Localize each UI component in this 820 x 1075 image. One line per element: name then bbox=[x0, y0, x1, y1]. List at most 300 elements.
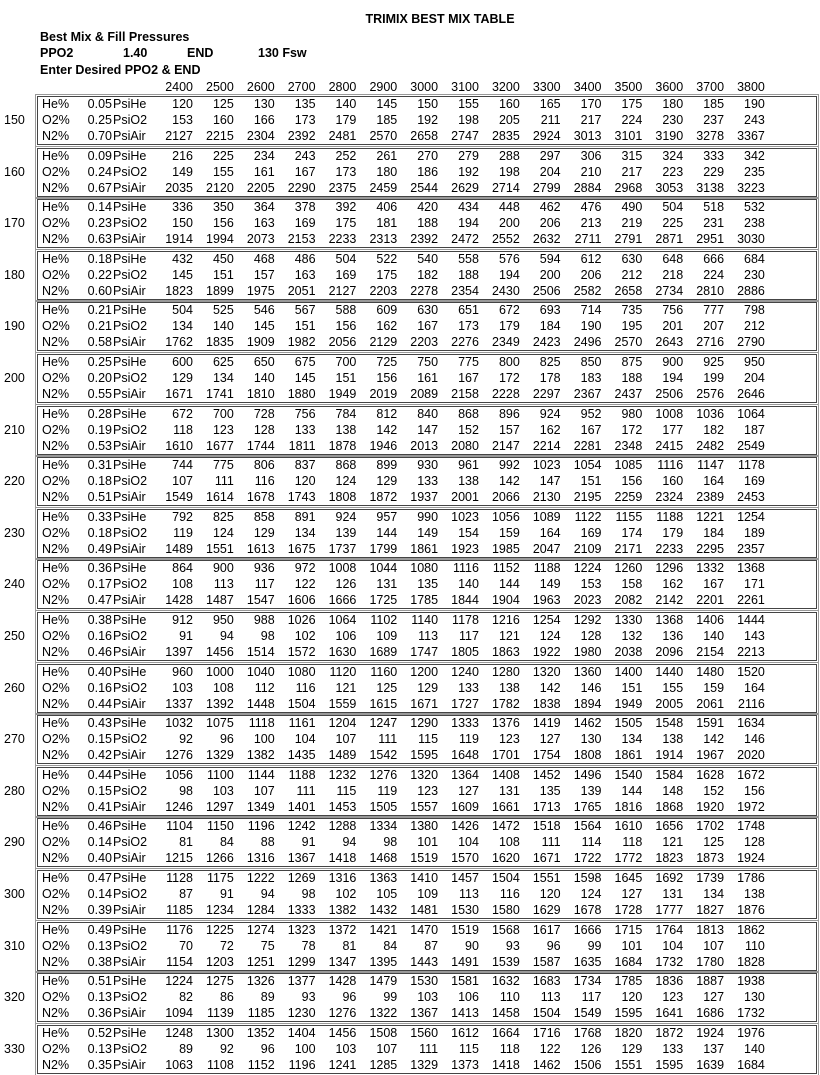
table-cell: 164 bbox=[539, 525, 561, 540]
gas-fraction: 0.53 bbox=[87, 438, 112, 453]
table-cell: 1504 bbox=[491, 871, 520, 885]
table-cell: 1557 bbox=[410, 799, 439, 814]
table-cell: 216 bbox=[172, 148, 193, 163]
table-cell: 1506 bbox=[573, 1057, 602, 1072]
table-cell: 1764 bbox=[655, 922, 684, 937]
table-cell: 96 bbox=[546, 938, 561, 953]
table-cell: 1221 bbox=[696, 509, 725, 524]
table-cell: 155 bbox=[212, 164, 234, 179]
pressure-label: PsiO2 bbox=[113, 990, 148, 1005]
table-cell: 98 bbox=[260, 629, 275, 643]
table-cell: 1844 bbox=[451, 593, 479, 608]
table-cell: 1368 bbox=[737, 561, 765, 576]
table-cell: 1285 bbox=[369, 1057, 398, 1072]
table-cell: 1428 bbox=[328, 974, 357, 989]
table-cell: 234 bbox=[253, 148, 275, 163]
gas-label: He% bbox=[42, 303, 70, 318]
pressure-label: PsiHe bbox=[113, 148, 147, 163]
table-cell: 99 bbox=[383, 990, 398, 1005]
pressure-label: PsiO2 bbox=[113, 267, 148, 282]
table-cell: 128 bbox=[253, 422, 275, 437]
table-cell: 700 bbox=[212, 406, 234, 421]
table-cell: 94 bbox=[219, 629, 234, 643]
table-cell: 2035 bbox=[165, 180, 193, 195]
table-cell: 210 bbox=[580, 164, 602, 179]
table-cell: 900 bbox=[662, 355, 684, 369]
gas-label: O2% bbox=[42, 938, 70, 953]
table-row bbox=[0, 319, 820, 335]
table-cell: 576 bbox=[498, 251, 520, 266]
table-cell: 1641 bbox=[655, 1006, 684, 1021]
table-cell: 98 bbox=[301, 887, 316, 901]
table-cell: 2552 bbox=[491, 232, 520, 247]
table-cell: 1100 bbox=[206, 767, 234, 782]
table-cell: 1635 bbox=[573, 954, 602, 969]
table-cell: 1816 bbox=[614, 799, 643, 814]
table-cell: 2646 bbox=[737, 387, 765, 401]
table-cell: 2038 bbox=[614, 645, 643, 659]
table-cell: 224 bbox=[703, 267, 725, 282]
table-cell: 138 bbox=[662, 732, 684, 747]
depth-label: 180 bbox=[4, 267, 25, 282]
table-cell: 2142 bbox=[655, 593, 684, 608]
table-cell: 162 bbox=[662, 577, 684, 592]
table-cell: 145 bbox=[172, 267, 193, 282]
gas-label: He% bbox=[42, 561, 70, 576]
depth-label: 250 bbox=[4, 629, 25, 643]
table-cell: 1728 bbox=[614, 903, 643, 917]
gas-fraction: 0.52 bbox=[87, 1025, 112, 1040]
table-cell: 1838 bbox=[532, 696, 561, 711]
table-row bbox=[0, 665, 820, 681]
table-cell: 1629 bbox=[532, 903, 561, 917]
table-cell: 1372 bbox=[328, 922, 357, 937]
table-cell: 198 bbox=[458, 113, 479, 127]
pressure-label: PsiHe bbox=[113, 458, 147, 473]
table-cell: 144 bbox=[498, 577, 520, 592]
table-row bbox=[0, 458, 820, 474]
table-cell: 1456 bbox=[328, 1025, 357, 1040]
table-cell: 924 bbox=[539, 406, 561, 421]
table-cell: 1564 bbox=[573, 819, 602, 834]
table-cell: 1810 bbox=[246, 387, 275, 401]
gas-fraction: 0.35 bbox=[87, 1057, 112, 1072]
table-cell: 149 bbox=[417, 525, 439, 540]
pressure-label: PsiAir bbox=[113, 696, 146, 711]
table-cell: 133 bbox=[662, 1041, 684, 1056]
table-row bbox=[0, 681, 820, 697]
pressure-label: PsiHe bbox=[113, 613, 147, 627]
table-cell: 3013 bbox=[573, 129, 602, 143]
table-cell: 1768 bbox=[573, 1025, 602, 1040]
table-cell: 1587 bbox=[532, 954, 561, 969]
table-cell: 930 bbox=[417, 458, 439, 473]
table-cell: 2924 bbox=[532, 129, 561, 143]
gas-fraction: 0.46 bbox=[87, 819, 112, 834]
table-cell: 2127 bbox=[328, 283, 357, 298]
table-cell: 1868 bbox=[655, 799, 684, 814]
table-cell: 2158 bbox=[451, 387, 479, 401]
table-cell: 173 bbox=[458, 319, 479, 334]
table-cell: 1539 bbox=[491, 954, 520, 969]
pressure-label: PsiAir bbox=[113, 954, 146, 969]
table-cell: 230 bbox=[662, 113, 684, 127]
table-cell: 2576 bbox=[696, 387, 725, 401]
table-cell: 133 bbox=[294, 422, 316, 437]
table-cell: 2056 bbox=[328, 335, 357, 350]
table-cell: 2392 bbox=[410, 232, 439, 247]
table-cell: 1683 bbox=[532, 974, 561, 989]
table-cell: 107 bbox=[335, 732, 357, 747]
gas-label: N2% bbox=[42, 232, 70, 247]
table-cell: 190 bbox=[580, 319, 602, 334]
table-cell: 1620 bbox=[491, 851, 520, 866]
table-cell: 173 bbox=[335, 164, 357, 179]
table-cell: 1089 bbox=[532, 509, 561, 524]
table-cell: 1937 bbox=[410, 490, 439, 505]
table-cell: 868 bbox=[458, 406, 479, 421]
table-cell: 672 bbox=[172, 406, 193, 421]
table-cell: 128 bbox=[744, 835, 765, 850]
table-cell: 189 bbox=[744, 525, 765, 540]
table-row bbox=[0, 819, 820, 835]
table-cell: 144 bbox=[621, 783, 643, 798]
table-cell: 135 bbox=[294, 97, 316, 111]
table-cell: 1276 bbox=[369, 767, 398, 782]
table-cell: 151 bbox=[621, 680, 643, 695]
table-cell: 1443 bbox=[410, 954, 439, 969]
table-cell: 218 bbox=[662, 267, 684, 282]
table-cell: 115 bbox=[336, 783, 357, 798]
table-cell: 1876 bbox=[737, 903, 765, 917]
table-cell: 1008 bbox=[655, 406, 684, 421]
pressure-label: PsiO2 bbox=[113, 783, 148, 798]
table-cell: 567 bbox=[294, 303, 316, 318]
table-cell: 2051 bbox=[287, 283, 316, 298]
table-cell: 111 bbox=[541, 835, 561, 850]
gas-fraction: 0.16 bbox=[87, 629, 112, 643]
table-cell: 777 bbox=[703, 303, 725, 318]
table-cell: 1480 bbox=[696, 664, 725, 679]
table-cell: 518 bbox=[703, 200, 725, 215]
table-cell: 195 bbox=[621, 319, 643, 334]
table-cell: 1580 bbox=[491, 903, 520, 917]
table-cell: 1234 bbox=[206, 903, 234, 917]
gas-fraction: 0.05 bbox=[87, 97, 112, 111]
table-cell: 2437 bbox=[614, 387, 643, 401]
table-cell: 2714 bbox=[491, 180, 520, 195]
table-cell: 594 bbox=[539, 251, 561, 266]
table-cell: 288 bbox=[498, 148, 520, 163]
table-cell: 121 bbox=[498, 629, 520, 643]
table-cell: 89 bbox=[260, 990, 275, 1005]
table-cell: 1487 bbox=[206, 593, 234, 608]
table-cell: 1820 bbox=[614, 1025, 643, 1040]
table-cell: 1811 bbox=[288, 438, 316, 453]
table-cell: 243 bbox=[294, 148, 316, 163]
table-cell: 217 bbox=[621, 164, 643, 179]
table-cell: 2214 bbox=[532, 438, 561, 453]
table-cell: 126 bbox=[335, 577, 357, 592]
pressure-label: PsiHe bbox=[113, 303, 147, 318]
table-cell: 182 bbox=[417, 267, 439, 282]
gas-label: He% bbox=[42, 355, 70, 369]
table-cell: 89 bbox=[179, 1041, 193, 1056]
table-cell: 462 bbox=[539, 200, 561, 215]
table-cell: 130 bbox=[253, 97, 275, 111]
table-cell: 1632 bbox=[491, 974, 520, 989]
table-cell: 1152 bbox=[492, 561, 520, 576]
table-cell: 143 bbox=[744, 629, 765, 643]
table-cell: 94 bbox=[342, 835, 357, 850]
depth-label: 240 bbox=[4, 577, 25, 592]
table-cell: 1559 bbox=[328, 696, 357, 711]
table-cell: 1232 bbox=[328, 767, 357, 782]
table-cell: 230 bbox=[744, 267, 765, 282]
table-cell: 392 bbox=[335, 200, 357, 215]
table-cell: 194 bbox=[498, 267, 520, 282]
table-cell: 88 bbox=[260, 835, 275, 850]
pressure-label: PsiHe bbox=[113, 716, 147, 731]
table-cell: 336 bbox=[172, 200, 193, 215]
table-cell: 1664 bbox=[491, 1025, 520, 1040]
table-cell: 980 bbox=[621, 406, 643, 421]
depth-label: 310 bbox=[4, 938, 25, 953]
table-cell: 1139 bbox=[206, 1006, 234, 1021]
table-cell: 118 bbox=[173, 422, 193, 437]
table-cell: 101 bbox=[621, 938, 643, 953]
table-cell: 160 bbox=[212, 113, 234, 127]
gas-label: O2% bbox=[42, 267, 70, 282]
table-cell: 1326 bbox=[246, 974, 275, 989]
pressure-label: PsiO2 bbox=[113, 216, 148, 231]
table-cell: 103 bbox=[212, 783, 234, 798]
table-cell: 207 bbox=[703, 319, 725, 334]
table-cell: 936 bbox=[253, 561, 275, 576]
depth-label: 320 bbox=[4, 990, 25, 1005]
table-cell: 899 bbox=[376, 458, 398, 473]
table-row bbox=[0, 268, 820, 284]
table-cell: 1382 bbox=[246, 748, 275, 763]
table-cell: 139 bbox=[580, 783, 602, 798]
table-cell: 100 bbox=[294, 1041, 316, 1056]
table-cell: 3138 bbox=[696, 180, 725, 195]
table-cell: 1980 bbox=[573, 645, 602, 659]
table-cell: 2304 bbox=[246, 129, 275, 143]
table-cell: 160 bbox=[498, 97, 520, 111]
table-cell: 1254 bbox=[737, 509, 765, 524]
pressure-label: PsiAir bbox=[113, 387, 146, 401]
table-cell: 175 bbox=[621, 97, 643, 111]
column-header: 2800 bbox=[328, 80, 357, 94]
gas-label: N2% bbox=[42, 645, 70, 659]
pressure-label: PsiHe bbox=[113, 509, 147, 524]
table-row bbox=[0, 871, 820, 887]
table-cell: 1547 bbox=[246, 593, 275, 608]
table-cell: 1909 bbox=[246, 335, 275, 350]
table-cell: 1572 bbox=[287, 645, 316, 659]
table-cell: 2259 bbox=[614, 490, 643, 505]
table-cell: 812 bbox=[376, 406, 398, 421]
table-cell: 837 bbox=[294, 458, 316, 473]
table-cell: 119 bbox=[377, 783, 398, 798]
table-cell: 1288 bbox=[328, 819, 357, 834]
table-cell: 2195 bbox=[573, 490, 602, 505]
table-cell: 1777 bbox=[655, 903, 684, 917]
table-row bbox=[0, 1058, 820, 1074]
table-cell: 133 bbox=[417, 474, 439, 489]
gas-fraction: 0.49 bbox=[87, 922, 112, 937]
table-cell: 648 bbox=[662, 251, 684, 266]
table-cell: 1440 bbox=[655, 664, 684, 679]
pressure-label: PsiO2 bbox=[113, 835, 148, 850]
table-cell: 1904 bbox=[491, 593, 520, 608]
table-cell: 169 bbox=[335, 267, 357, 282]
table-cell: 156 bbox=[212, 216, 234, 231]
gas-label: N2% bbox=[42, 696, 70, 711]
table-cell: 490 bbox=[621, 200, 643, 215]
table-cell: 124 bbox=[539, 629, 561, 643]
table-cell: 1152 bbox=[247, 1057, 275, 1072]
pressure-label: PsiAir bbox=[113, 1057, 146, 1072]
table-cell: 1116 bbox=[452, 561, 479, 576]
pressure-label: PsiO2 bbox=[113, 1041, 148, 1056]
table-cell: 1612 bbox=[451, 1025, 479, 1040]
table-cell: 1054 bbox=[573, 458, 602, 473]
table-cell: 149 bbox=[172, 164, 193, 179]
table-cell: 2453 bbox=[737, 490, 765, 505]
table-cell: 1782 bbox=[491, 696, 520, 711]
table-cell: 1404 bbox=[287, 1025, 316, 1040]
table-cell: 1914 bbox=[655, 748, 684, 763]
table-cell: 2716 bbox=[696, 335, 725, 350]
table-row bbox=[0, 284, 820, 300]
table-cell: 2357 bbox=[737, 541, 765, 556]
gas-fraction: 0.47 bbox=[87, 871, 112, 885]
table-cell: 75 bbox=[260, 938, 275, 953]
table-cell: 1762 bbox=[165, 335, 193, 350]
table-cell: 113 bbox=[213, 577, 234, 592]
table-cell: 270 bbox=[417, 148, 439, 163]
table-cell: 957 bbox=[376, 509, 398, 524]
gas-label: N2% bbox=[42, 903, 70, 917]
table-cell: 1836 bbox=[655, 974, 684, 989]
table-cell: 2810 bbox=[696, 283, 725, 298]
pressure-label: PsiHe bbox=[113, 1025, 147, 1040]
table-cell: 1330 bbox=[614, 613, 643, 627]
table-cell: 1367 bbox=[287, 851, 316, 866]
table-cell: 1548 bbox=[655, 716, 684, 731]
table-cell: 131 bbox=[662, 887, 684, 901]
table-cell: 82 bbox=[179, 990, 193, 1005]
table-cell: 1102 bbox=[370, 613, 398, 627]
table-cell: 225 bbox=[662, 216, 684, 231]
table-cell: 1835 bbox=[206, 335, 234, 350]
table-cell: 113 bbox=[540, 990, 561, 1005]
gas-label: N2% bbox=[42, 387, 70, 401]
gas-label: O2% bbox=[42, 990, 70, 1005]
table-cell: 2154 bbox=[696, 645, 725, 659]
table-cell: 1491 bbox=[451, 954, 479, 969]
table-cell: 2799 bbox=[532, 180, 561, 195]
table-cell: 1496 bbox=[573, 767, 602, 782]
pressure-label: PsiHe bbox=[113, 819, 147, 834]
table-cell: 315 bbox=[621, 148, 643, 163]
table-cell: 157 bbox=[253, 267, 275, 282]
table-cell: 1269 bbox=[287, 871, 316, 885]
table-cell: 261 bbox=[376, 148, 398, 163]
table-row bbox=[0, 800, 820, 816]
table-cell: 142 bbox=[539, 680, 561, 695]
table-cell: 2658 bbox=[410, 129, 439, 143]
table-cell: 1581 bbox=[451, 974, 479, 989]
table-cell: 1982 bbox=[287, 335, 316, 350]
table-cell: 159 bbox=[703, 680, 725, 695]
table-cell: 850 bbox=[580, 355, 602, 369]
gas-fraction: 0.28 bbox=[87, 406, 112, 421]
depth-label: 230 bbox=[4, 525, 25, 540]
table-cell: 109 bbox=[376, 629, 398, 643]
table-cell: 142 bbox=[376, 422, 398, 437]
gas-label: N2% bbox=[42, 490, 70, 505]
table-cell: 1026 bbox=[287, 613, 316, 627]
table-cell: 146 bbox=[580, 680, 602, 695]
table-cell: 1861 bbox=[614, 748, 643, 763]
table-cell: 1887 bbox=[696, 974, 725, 989]
table-cell: 960 bbox=[172, 664, 193, 679]
table-cell: 651 bbox=[458, 303, 479, 318]
table-cell: 1505 bbox=[369, 799, 398, 814]
table-cell: 2570 bbox=[369, 129, 398, 143]
table-cell: 1122 bbox=[574, 509, 602, 524]
table-cell: 1785 bbox=[410, 593, 439, 608]
table-cell: 2968 bbox=[614, 180, 643, 195]
table-cell: 1413 bbox=[451, 1006, 479, 1021]
table-cell: 2549 bbox=[737, 438, 765, 453]
pressure-label: PsiHe bbox=[113, 561, 147, 576]
table-cell: 204 bbox=[744, 371, 765, 385]
pressure-label: PsiO2 bbox=[113, 732, 148, 747]
table-cell: 111 bbox=[378, 732, 398, 747]
table-cell: 1684 bbox=[737, 1057, 765, 1072]
table-cell: 110 bbox=[744, 938, 765, 953]
table-cell: 151 bbox=[294, 319, 316, 334]
table-cell: 1672 bbox=[737, 767, 765, 782]
table-cell: 162 bbox=[376, 319, 398, 334]
table-cell: 2886 bbox=[737, 283, 765, 298]
table-cell: 187 bbox=[744, 422, 765, 437]
table-cell: 212 bbox=[744, 319, 765, 334]
table-cell: 1452 bbox=[532, 767, 561, 782]
table-cell: 725 bbox=[376, 355, 398, 369]
table-cell: 1332 bbox=[696, 561, 725, 576]
table-cell: 167 bbox=[294, 164, 316, 179]
table-cell: 1161 bbox=[288, 716, 316, 731]
depth-label: 190 bbox=[4, 319, 25, 334]
table-cell: 70 bbox=[179, 938, 193, 953]
column-header: 3400 bbox=[573, 80, 602, 94]
table-cell: 1479 bbox=[369, 974, 398, 989]
table-cell: 134 bbox=[172, 319, 193, 334]
table-cell: 238 bbox=[744, 216, 765, 231]
table-cell: 122 bbox=[539, 1041, 561, 1056]
table-cell: 546 bbox=[253, 303, 275, 318]
table-cell: 3223 bbox=[737, 180, 765, 195]
gas-fraction: 0.51 bbox=[87, 490, 112, 505]
column-header: 3600 bbox=[655, 80, 684, 94]
table-cell: 104 bbox=[458, 835, 479, 850]
table-cell: 1406 bbox=[696, 613, 725, 627]
